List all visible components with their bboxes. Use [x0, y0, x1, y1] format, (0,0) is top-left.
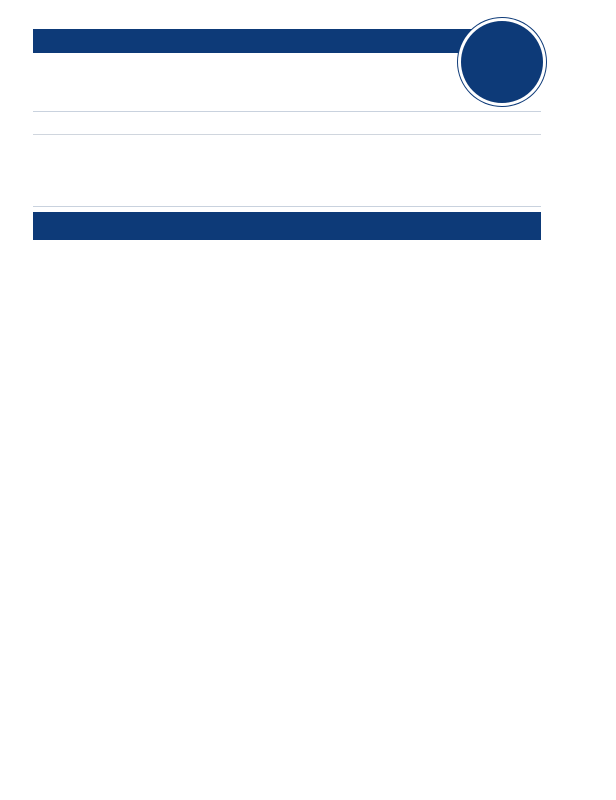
- table-header: [33, 212, 541, 240]
- intro-text: [37, 71, 417, 89]
- intro-line-2: [37, 80, 417, 89]
- page-title: [33, 29, 512, 53]
- credits-logo: [458, 18, 546, 106]
- student-info-block: [33, 111, 541, 207]
- course-table: [33, 212, 541, 762]
- intro-line-1: [37, 71, 417, 80]
- divider: [33, 134, 541, 135]
